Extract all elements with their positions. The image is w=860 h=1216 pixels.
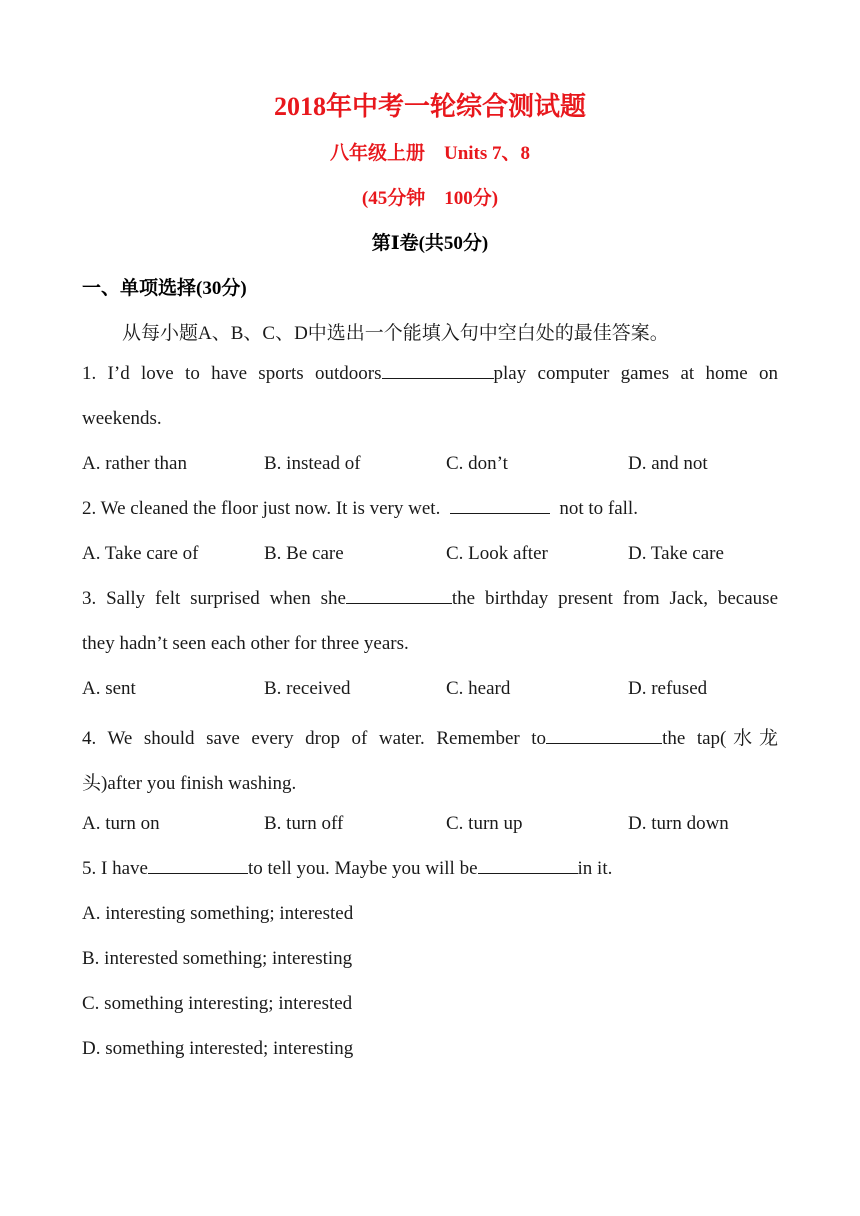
answer-blank xyxy=(450,512,550,514)
answer-blank xyxy=(546,742,662,744)
option-c: C. don’t xyxy=(446,453,508,474)
answer-blank xyxy=(478,872,578,874)
question-1 xyxy=(82,363,778,385)
question-1-text-c: weekends. xyxy=(82,408,162,429)
question-4 xyxy=(82,723,778,750)
option-d: D. refused xyxy=(628,678,708,699)
question-4-text-a: 4. We should save every drop of water. Remember to xyxy=(82,728,547,749)
option-a: A. sent xyxy=(82,678,136,699)
section-instruction: 从每小题A、B、C、D中选出一个能填入句中空白处的最佳答案。 xyxy=(122,323,669,344)
question-2-text-b: not to fall. xyxy=(559,498,638,519)
option-c: C. heard xyxy=(446,678,511,699)
option-b: B. Be care xyxy=(264,543,344,564)
paper-label: 第Ⅰ卷(共50分) xyxy=(371,233,489,254)
option-b: B. received xyxy=(264,678,351,699)
question-5-text-b: to tell you. Maybe you will be xyxy=(247,858,478,879)
question-5-text-a: 5. I have xyxy=(82,858,148,879)
option-a: A. interesting something; interested xyxy=(82,903,354,924)
question-5-text-c: in it. xyxy=(577,858,613,879)
question-3-text-b: the birthday present from Jack, because xyxy=(451,588,779,609)
answer-blank xyxy=(346,602,452,604)
exam-title: 2018年中考一轮综合测试题 xyxy=(273,92,586,121)
question-5 xyxy=(82,858,778,880)
option-a: A. Take care of xyxy=(82,543,199,564)
option-d: D. and not xyxy=(628,453,708,474)
question-4-text-c: 头)after you finish washing. xyxy=(82,773,297,794)
question-3-text-c: they hadn’t seen each other for three years. xyxy=(82,633,409,654)
option-c: C. something interesting; interested xyxy=(82,993,353,1014)
question-3 xyxy=(82,588,778,610)
question-1-text-a: 1. I’d love to have sports outdoors xyxy=(82,363,382,384)
section-heading: 一、单项选择(30分) xyxy=(82,278,247,299)
option-d: D. something interested; interesting xyxy=(82,1038,354,1059)
answer-blank xyxy=(382,377,494,379)
option-c: C. Look after xyxy=(446,543,548,564)
question-2-text-a: 2. We cleaned the floor just now. It is very wet. xyxy=(82,498,441,519)
option-c: C. turn up xyxy=(446,813,523,834)
option-d: D. turn down xyxy=(628,813,729,834)
question-2 xyxy=(82,498,778,520)
question-3-text-a: 3. Sally felt surprised when she xyxy=(82,588,346,609)
option-a: A. rather than xyxy=(82,453,187,474)
question-4-text-b: the tap(水龙 xyxy=(662,728,778,749)
option-d: D. Take care xyxy=(628,543,724,564)
exam-subtitle: 八年级上册 Units 7、8 xyxy=(329,143,531,164)
option-b: B. turn off xyxy=(264,813,344,834)
option-b: B. instead of xyxy=(264,453,361,474)
answer-blank xyxy=(148,872,248,874)
option-a: A. turn on xyxy=(82,813,160,834)
question-1-text-b: play computer games at home on xyxy=(493,363,778,384)
time-score: (45分钟 100分) xyxy=(361,188,499,209)
option-b: B. interested something; interesting xyxy=(82,948,353,969)
